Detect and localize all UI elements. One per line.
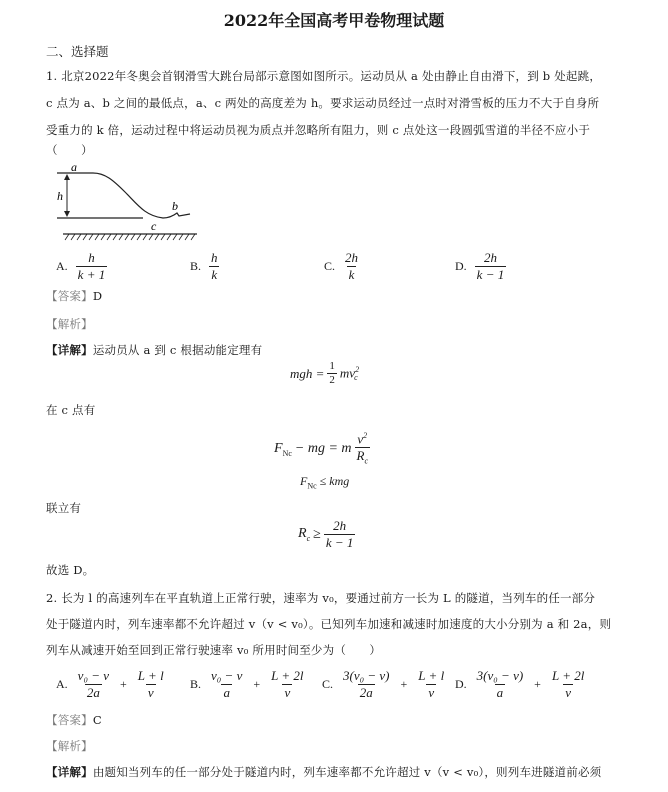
q1-inequality-force: $F_{Nc}$ ≤ kmg — [300, 474, 350, 491]
option-letter: A. — [56, 677, 68, 691]
q2-option-a: A. $\frac{\text{v₀ − v}}{2a}$ + $\frac{L + l}{v}$ — [56, 668, 164, 700]
option-letter: D. — [455, 259, 467, 273]
label-b: b — [172, 199, 178, 213]
arrow-down-head — [64, 211, 70, 217]
option-letter: B. — [190, 677, 202, 691]
q2-analysis-tag: 【解析】 — [46, 739, 93, 753]
q1-blank: （ ） — [46, 143, 93, 157]
option-letter: C. — [324, 259, 336, 273]
q1-option-d — [455, 250, 506, 283]
arrow-up-head — [64, 174, 70, 180]
q1-equation-energy: mgh = $\frac{1}{2}$ $mv^2_c$ — [290, 360, 360, 386]
label-h: h — [57, 189, 63, 203]
option-fraction: $\frac{2h}{k}$ — [345, 250, 359, 282]
q1-equation-result: $R_c$ ≥ $\frac{2h}{k - 1}$ — [298, 518, 354, 550]
page-title: 2022年全国高考甲卷物理试题 — [223, 11, 445, 30]
q2-text-line: 列车从减速开始至回到正常行驶速率 v₀ 所用时间至少为（ ） — [46, 643, 382, 657]
ground-hatching — [65, 234, 195, 240]
q1-option-a — [56, 250, 107, 283]
option-fraction: $\frac{h}{k}$ — [211, 250, 218, 282]
q1-at-c-text: 在 c 点有 — [46, 403, 96, 417]
option-fraction: $\frac{2h}{k - 1}$ — [476, 250, 505, 282]
q2-answer: 【答案】C — [46, 713, 102, 727]
q1-text-line: 受重力的 k 倍，运动过程中将运动员视为质点并忽略所有阻力，则 c 点处这一段圆弧雪道的半径不应小于 — [46, 123, 591, 137]
q1-detail: 【详解】运动员从 a 到 c 根据动能定理有 — [46, 343, 263, 357]
q1-text-line: 1. 北京2022年冬奥会首钢滑雪大跳台局部示意图如图所示。运动员从 a 处由静止自由滑下，到 b 处起跳， — [46, 69, 602, 83]
option-letter: C. — [322, 677, 334, 691]
q2-option-d: D. $\frac{\text{3(v₀ − v)}}{a}$ + $\frac{L + 2l}{v}$ — [455, 668, 585, 700]
option-letter: A. — [56, 259, 68, 273]
ski-jump-figure — [55, 160, 215, 245]
q2-option-b: B. $\frac{\text{v₀ − v}}{a}$ + $\frac{L + 2l}{v}$ — [190, 668, 304, 700]
q2-option-c: C. $\frac{\text{3(v₀ − v)}}{2a}$ + $\frac{L + l}{v}$ — [322, 668, 445, 700]
section-heading: 二、选择题 — [46, 44, 109, 59]
q1-option-b — [190, 250, 220, 283]
q2-text-line: 2. 长为 l 的高速列车在平直轨道上正常行驶，速率为 v₀，要通过前方一长为 L 的隧道，当列车的任一部分 — [46, 591, 596, 605]
q2-text-line: 处于隧道内时，列车速率都不允许超过 v（v < v₀）。已知列车加速和减速时加速度的大小分别为 a 和 2a，则 — [46, 617, 612, 631]
label-c: c — [151, 219, 157, 233]
q1-text-line: c 点为 a、b 之间的最低点，a、c 两处的高度差为 h。要求运动员经过一点时对滑雪板的压力不大于自身所 — [46, 96, 600, 110]
option-fraction: $\frac{h}{k + 1}$ — [77, 250, 106, 282]
option-letter: D. — [455, 677, 467, 691]
label-a: a — [71, 160, 77, 174]
q1-option-c — [324, 250, 360, 283]
q2-detail: 【详解】由题知当列车的任一部分处于隧道内时，列车速率都不允许超过 v（v < v₀），则列车进隧道前必须 — [46, 765, 602, 779]
q1-conclusion: 故选 D。 — [46, 563, 95, 577]
q1-equation-force: $F_{Nc}$ − mg = m $\frac{v^2}{R_c}$ — [274, 428, 370, 470]
q1-analysis-tag: 【解析】 — [46, 317, 93, 331]
q1-answer: 【答案】D — [46, 289, 103, 303]
option-letter: B. — [190, 259, 202, 273]
q1-combine-text: 联立有 — [46, 501, 82, 515]
